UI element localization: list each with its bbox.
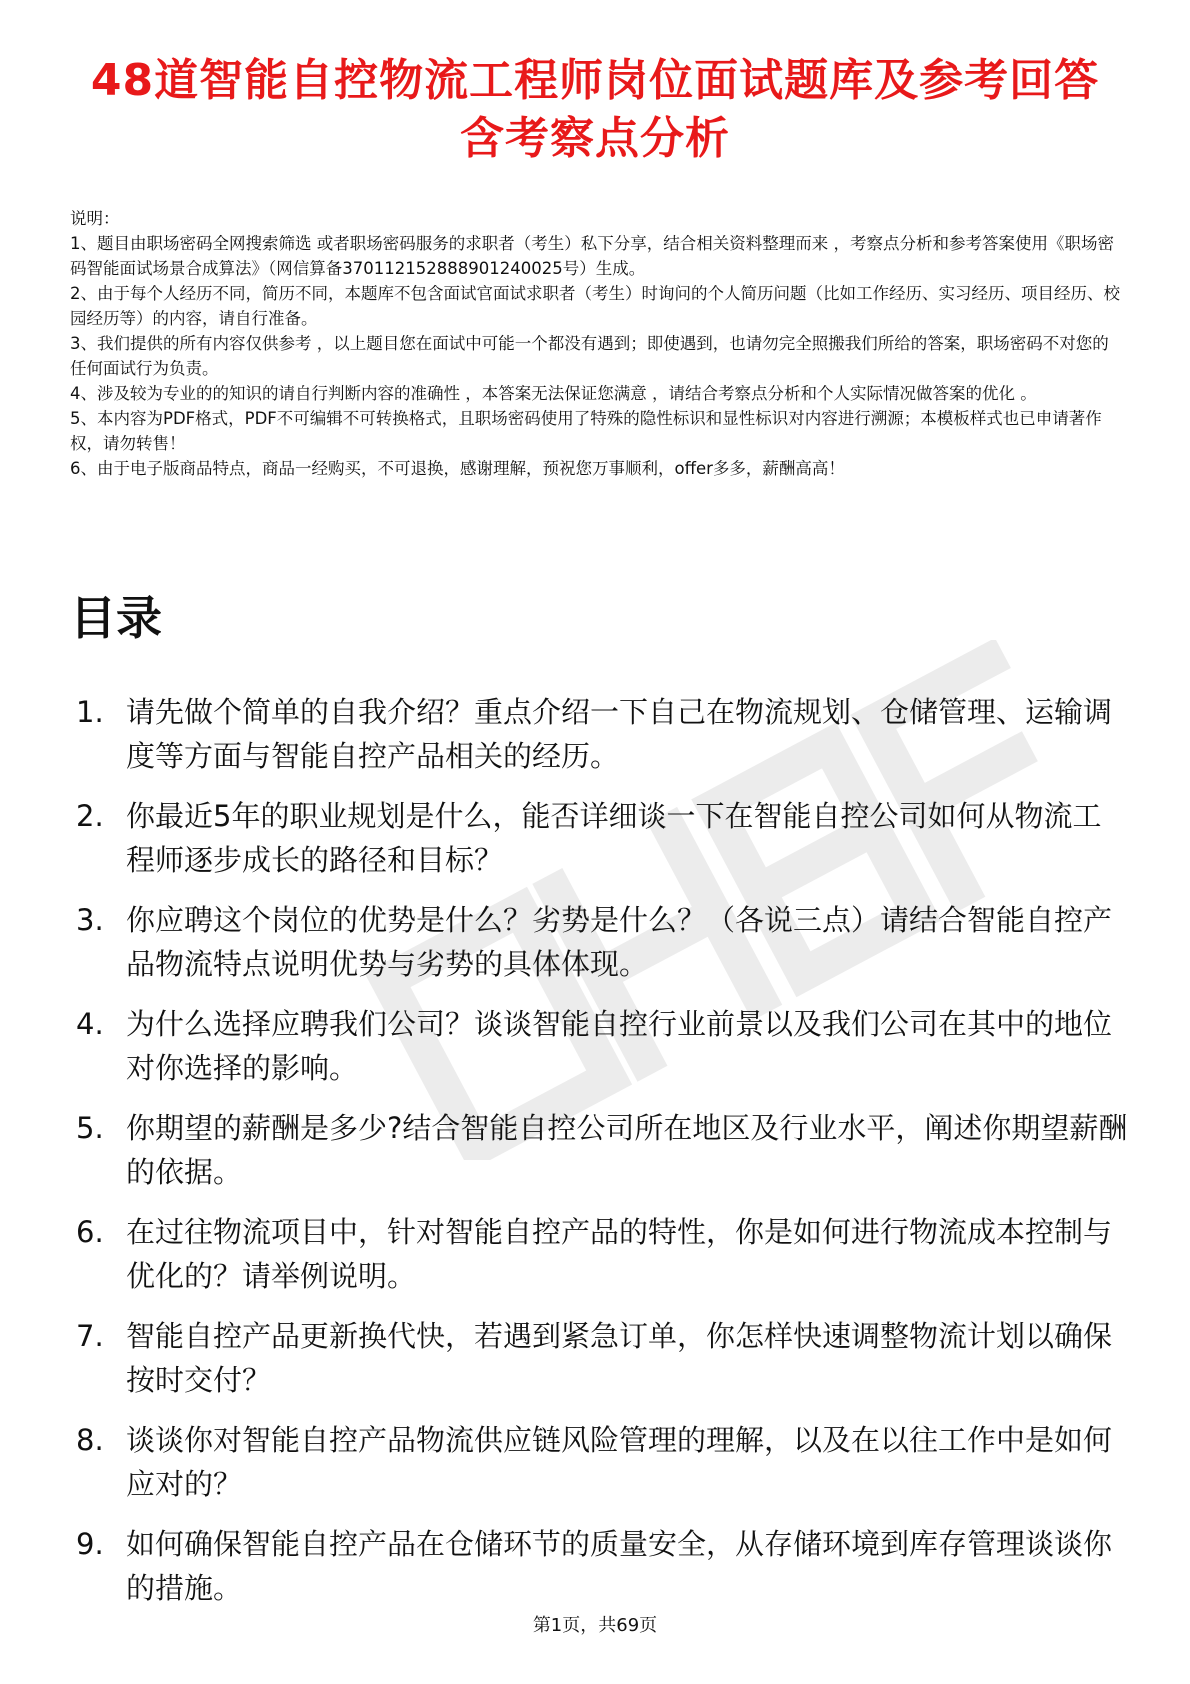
notes-item: 5、本内容为PDF格式，PDF不可编辑不可转换格式，且职场密码使用了特殊的隐性标识和显性标识对内容进行溯源；本模板样式也已申请著作权，请勿转售！: [70, 409, 1102, 453]
toc-item[interactable]: [70, 898, 1130, 986]
toc-item-number: 8.: [76, 1423, 104, 1457]
notes-item: 1、题目由职场密码全网搜索筛选 或者职场密码服务的求职者（考生）私下分享，结合相关资料整理而来 ，考察点分析和参考答案使用《职场密码智能面试场景合成算法》（网信算备370112152888901240025号）生成。: [70, 234, 1114, 278]
toc-item[interactable]: [70, 1002, 1130, 1090]
toc-item-number: 1.: [76, 695, 104, 729]
notes-heading: 说明：: [70, 209, 120, 228]
notes-item: 4、涉及较为专业的的知识的请自行判断内容的准确性 ，本答案无法保证您满意 ，请结合考察点分析和个人实际情况做答案的优化 。: [70, 384, 1037, 403]
notes-item: 2、由于每个人经历不同，简历不同，本题库不包含面试官面试求职者（考生）时询问的个人简历问题（比如工作经历、实习经历、项目经历、校园经历等）的内容，请自行准备。: [70, 284, 1120, 328]
toc-item-text: 请先做个简单的自我介绍？重点介绍一下自己在物流规划、仓储管理、运输调度等方面与智能自控产品相关的经历。: [126, 695, 1113, 773]
document-title: 48道智能自控物流工程师岗位面试题库及参考回答含考察点分析: [90, 55, 1100, 164]
toc-item-text: 智能自控产品更新换代快，若遇到紧急订单，你怎样快速调整物流计划以确保按时交付？: [126, 1319, 1113, 1397]
toc-item[interactable]: [70, 1210, 1130, 1298]
toc-item-text: 在过往物流项目中，针对智能自控产品的特性，你是如何进行物流成本控制与优化的？请举例说明。: [126, 1215, 1113, 1293]
toc-item-number: 9.: [76, 1527, 104, 1561]
notes-item: 6、由于电子版商品特点，商品一经购买，不可退换，感谢理解，预祝您万事顺利，offer多多，薪酬高高！: [70, 459, 845, 478]
notes-item: 3、我们提供的所有内容仅供参考 ，以上题目您在面试中可能一个都没有遇到；即使遇到，也请勿完全照搬我们所给的答案，职场密码不对您的任何面试行为负责。: [70, 334, 1109, 378]
toc-item-number: 7.: [76, 1319, 104, 1353]
toc-item[interactable]: [70, 1522, 1130, 1610]
toc-item-text: 你期望的薪酬是多少?结合智能自控公司所在地区及行业水平，阐述你期望薪酬的依据。: [126, 1111, 1128, 1189]
toc-item[interactable]: [70, 690, 1130, 778]
notes-section: [70, 206, 1120, 481]
toc-item-number: 2.: [76, 799, 104, 833]
toc-heading: 目录: [70, 591, 162, 645]
toc-item-text: 你最近5年的职业规划是什么，能否详细谈一下在智能自控公司如何从物流工程师逐步成长的路径和目标？: [126, 799, 1102, 877]
toc-item[interactable]: [70, 1314, 1130, 1402]
toc-item[interactable]: [70, 794, 1130, 882]
toc-item-number: 6.: [76, 1215, 104, 1249]
toc-item-number: 5.: [76, 1111, 104, 1145]
toc-list: [70, 690, 1130, 1626]
page-footer: 第1页，共69页: [532, 1615, 658, 1636]
toc-item-number: 3.: [76, 903, 104, 937]
toc-item-text: 为什么选择应聘我们公司？谈谈智能自控行业前景以及我们公司在其中的地位对你选择的影响。: [126, 1007, 1113, 1085]
toc-item-text: 你应聘这个岗位的优势是什么？劣势是什么？（各说三点）请结合智能自控产品物流特点说明优势与劣势的具体体现。: [126, 903, 1113, 981]
toc-item-text: 谈谈你对智能自控产品物流供应链风险管理的理解，以及在以往工作中是如何应对的？: [126, 1423, 1113, 1501]
toc-item[interactable]: [70, 1106, 1130, 1194]
toc-item[interactable]: [70, 1418, 1130, 1506]
toc-item-text: 如何确保智能自控产品在仓储环节的质量安全，从存储环境到库存管理谈谈你的措施。: [126, 1527, 1113, 1605]
toc-item-number: 4.: [76, 1007, 104, 1041]
